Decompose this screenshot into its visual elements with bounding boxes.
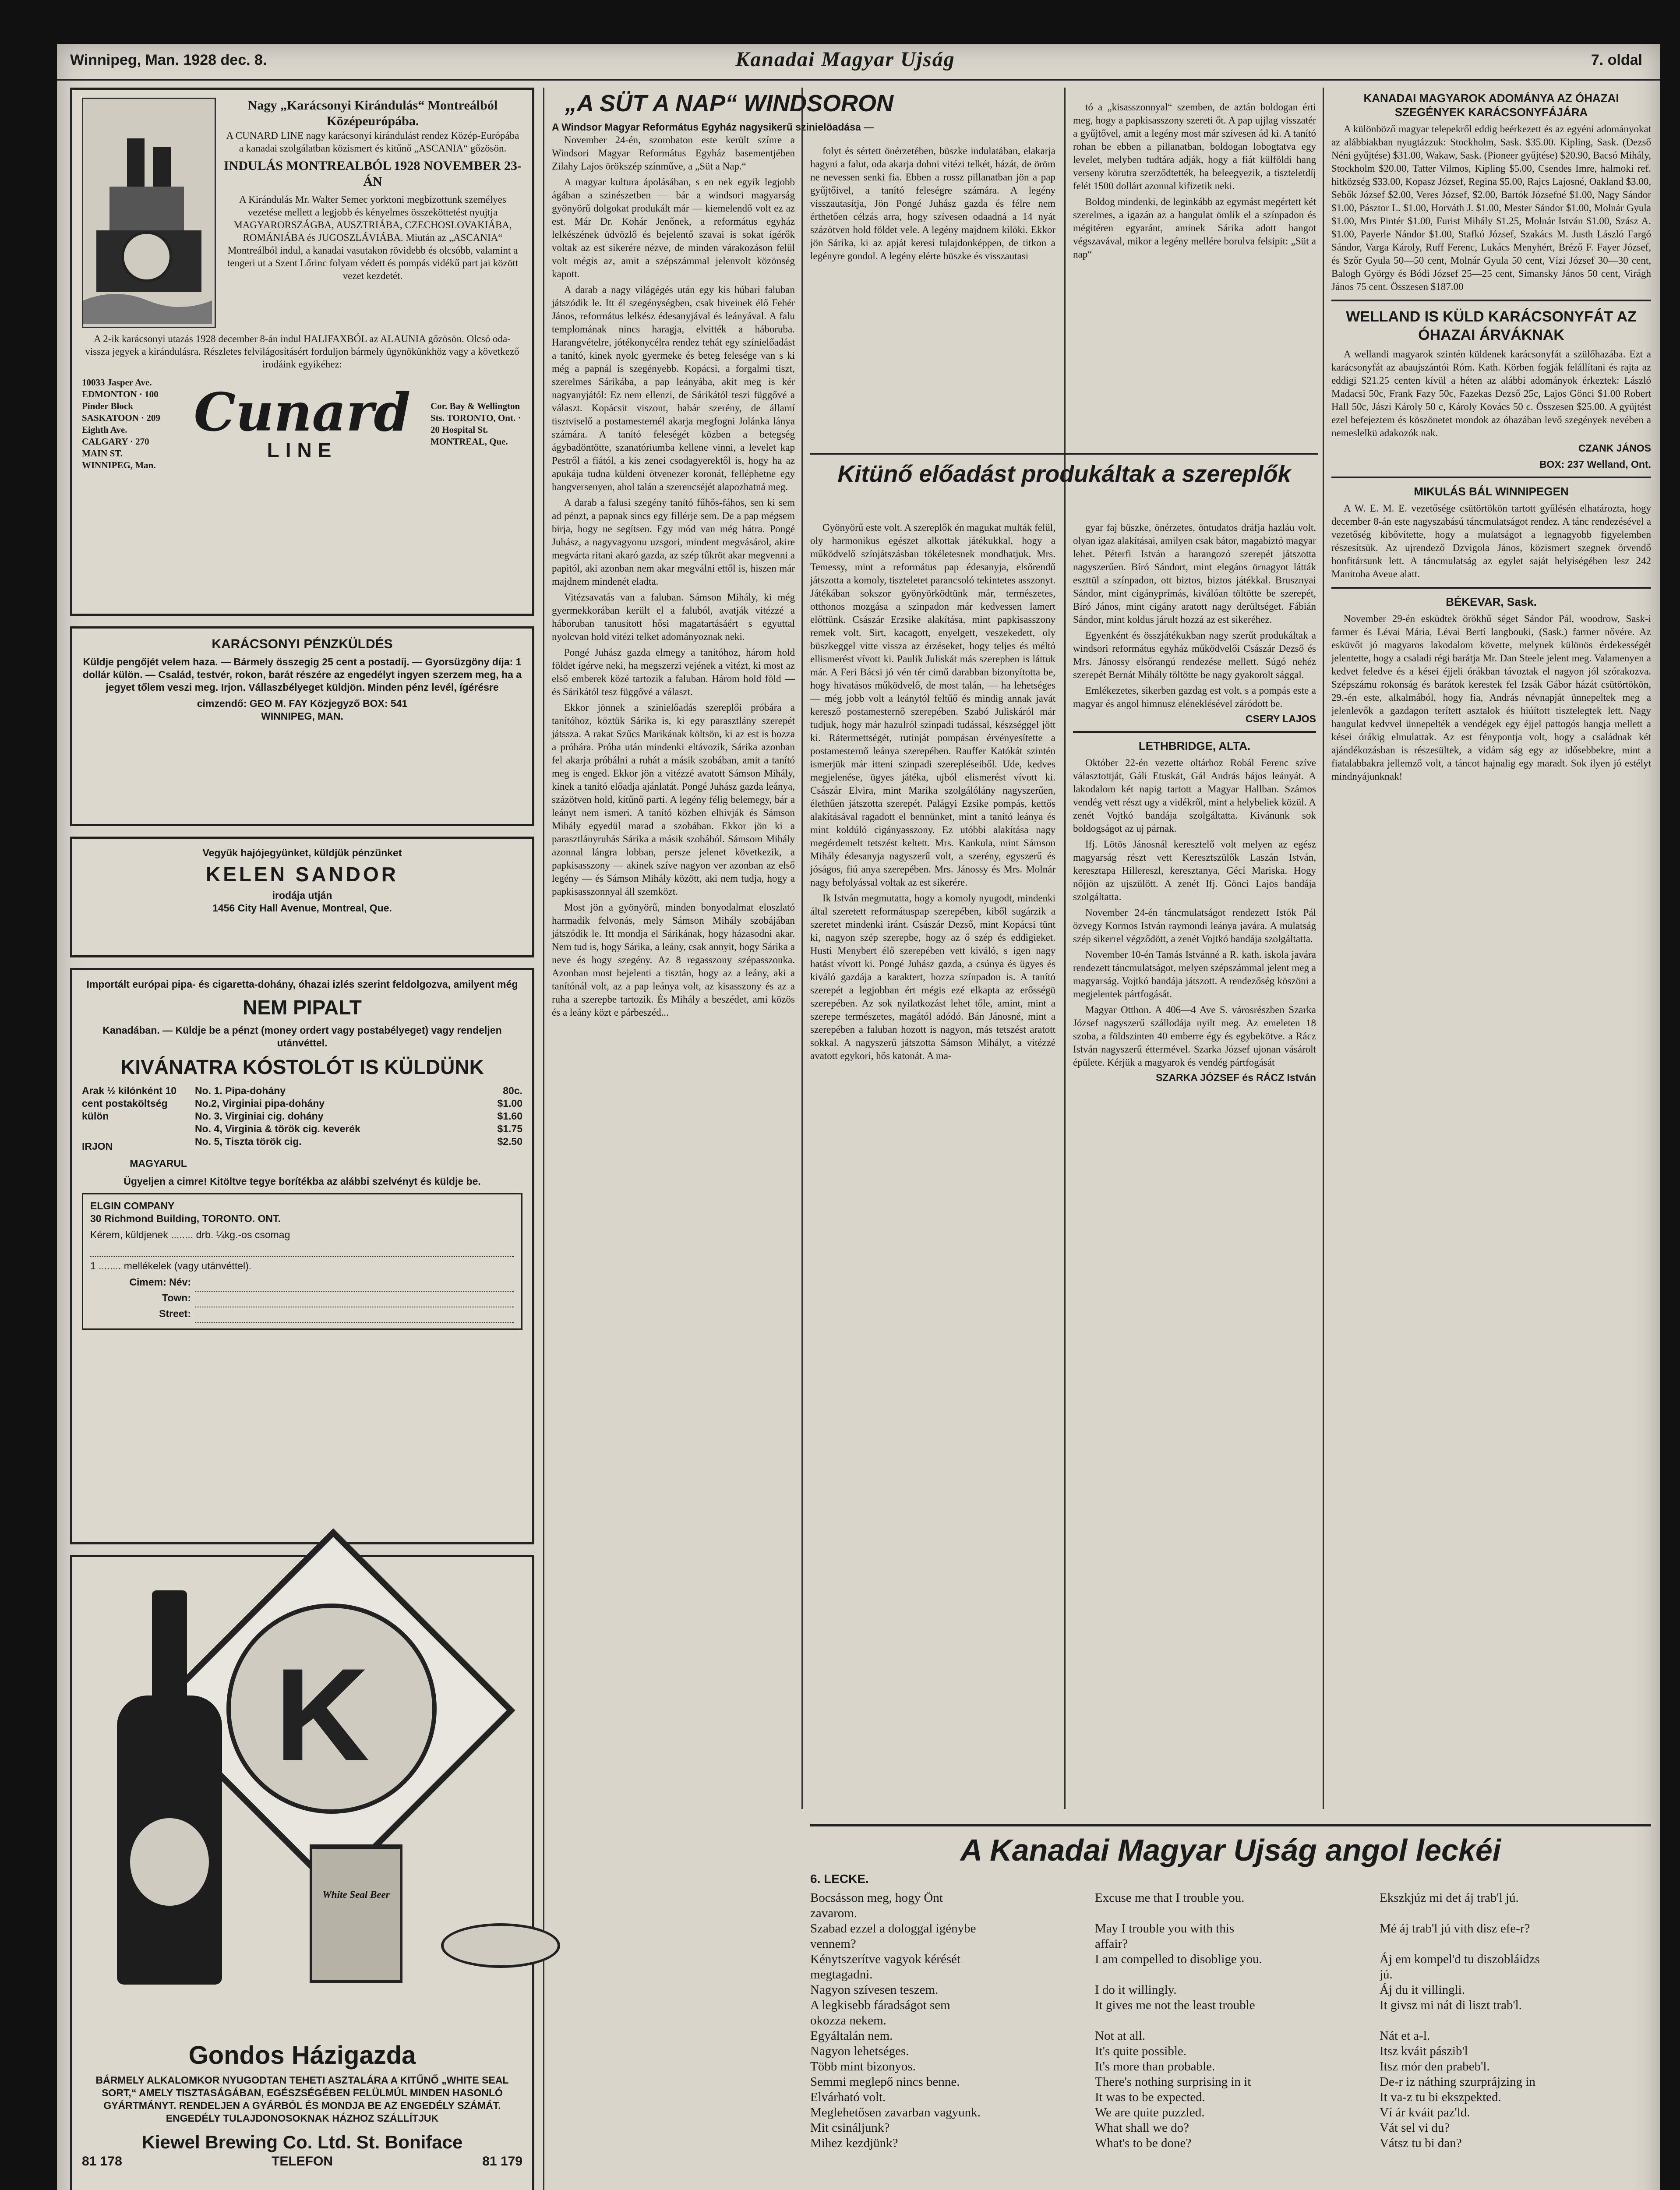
windsor-article-col1 — [552, 88, 893, 1022]
lesson-table — [810, 1890, 1651, 2151]
lesson-title: A Kanadai Magyar Ujság angol leckéi — [960, 1833, 1501, 1867]
lesson-hu: zavarom. — [810, 1906, 858, 1920]
lesson-phonetic: Áj em kompel'd tu diszobláidzs — [1380, 1952, 1540, 1966]
bekevar-body: November 29-én esküdtek örökhű séget Sándor Pál, woodrow, Sask-i farmer és Lévai Mária, Lévai Bertí langbouki, (Sask.) farmer nővére. Az esküvőt jó magyaros lakodalom követte, melynek különös érdekességét jelentette, hogy a csaladi régi barátja Mr. Dan Steele jelent meg. Valamenyen a kedvet feledve és a kései éjjeli órákban távoztak el nagyon jól szórakozva. Szépszámu rokonság és barátok kerestek fel Izsák Gábor házát csütörtökön, 29.-én este, alkalmából, hogy fia, András névnapját ünnepeltek meg a jelenlevők a gazdagon terített asztalok és hiúított tisztelegtek lett. Nagy hangulat kedvvel ünnepelték a vendégek egy éjjel pattogós hangja mellett a kései órákig elmulattak. Az est fénypontja volt, hogy a családnak két ajándékozásban is részesültek, a vidám ság egy az idősebbekre, mint a fiatalabbakra jellemző volt, a táncot hajnalig egy maradt. Sok ilyen jó estélyt mindnyájunknak! — [1331, 613, 1651, 782]
lethbridge-p2: Ifj. Lötös Jánosnál keresztelő volt melyen az egész magyarság részt vett Keresztszülők Laszán István, keresztapa Hillereszl, keresztanya, Gécí Mariska. Hogy nőjjön az ujszülött. A zenét Ifj. Gönci Lajos bandája szolgáltatta. — [1073, 839, 1316, 902]
pipe-price-list — [195, 1084, 522, 1170]
pipe-slogan: KIVÁNATRA KÓSTOLÓT IS KÜLDÜNK — [120, 1056, 484, 1078]
money-ad-address: cimzendő: GEO M. FAY Közjegyző BOX: 541 — [197, 698, 408, 709]
lesson-en: affair? — [1095, 1937, 1128, 1951]
money-ad-city: WINNIPEG, MAN. — [261, 710, 343, 722]
right-column — [1331, 88, 1651, 786]
kituno-p1: Gyönyörű este volt. A szereplők én magukat multák felül, oly harmonikus egészet alkottak játékukkal, hogy a működvelő színjátszásban tökéletesnek mondhatjuk. Mrs. Temessy, mint a református pap édesanyja, elsőrendű játszotta a komoly, tiszteletet parancsoló tekintetes asszonyt. Játékában sokszor gyönyörködtünk már, természetes, otthonos mozgása a szinpadon már kedvessen lamert előttünk. Császár Erzsike alakítása, mint papkisasszony remek volt. Sirt, kacagott, enyelgett, veszekedett, oly büszkeggel vitte vissza az érzéseket, hogy teljes és méltó ellismerést vívott ki. Paulik Juliskát más szerepben is láttuk már. A Feri Bácsi jó vén tér cimű darabban bizonyította be, hogy hivatásos működvelő, de most talán, — ha lehetséges — még jobb volt a leánytól feltűő és mindig annak javát keresző postamesternő szerepében. Szabó Juliskáról már tudjuk, hogy már hazulról szinpadi tudással, készséggel jött ki. Rátermettségét, rutinját pompásan érvényesítette a postamesternő leánya szerepében. Rauffer Katókát szintén ismerjük már itteni szinpadi szerepléseiből. Ude, kedves megjelenése, ügyes játéka, ujból elismerést vívott ki. Császár Elvira, mint Marika szolgálólány nagyszerűen, élethűen játszotta szerepét. Palágyi Ezsike pompás, kettős alakításával ragadott el bennünket, mint a tanító leánya és mint koldúló cigányasszony. Ez utóbbi alakítása nagy megérdemelt tetszést keltett. Mrs. Kankula, mint Sámson Mihály édesanyja nagyszerű volt, a szerény, egyszerű és jóságos, fiú anya szerepében. Mrs. Jánossy és Mrs. Molnár nagy befolyással voltak az est sikerére. — [810, 522, 1055, 888]
kelen-line2: irodája utján — [272, 890, 332, 901]
lesson-hu: vennem? — [810, 1937, 856, 1951]
newspaper-name: Kanadai Magyar Ujság — [735, 48, 955, 71]
lesson-phonetic: Mé áj trab'l jú vith disz efe-r? — [1380, 1922, 1530, 1936]
kelen-name: KELEN SANDOR — [205, 863, 399, 886]
lethbridge-p5: Magyar Otthon. A 406—4 Ave S. városrészben Szarka József nagyszerű szállodája nyilt meg. Az emeleten 18 szoba, a földszinten 40 emberre égy és egybekötve. a Rácz István nagyszerű éttermével. Szarka József ujonan vásárolt épülete. Kérjük a magyarok és vendég pártfogását — [1073, 1004, 1316, 1068]
beer-ad — [70, 1555, 534, 2190]
beer-glass-icon — [310, 1844, 402, 1983]
pipe-irjon: IRJON — [82, 1141, 113, 1152]
lesson-phonetic — [1380, 2013, 1651, 2028]
lesson-hu: Mihez kezdjünk? — [810, 2136, 898, 2150]
column-rule — [1064, 88, 1066, 1809]
kituno-p3: gyar faj büszke, önérzetes, öntudatos dráfja hazláu volt, olyan igaz alakításai, amilyen csak bátor, magabiztó magyar lehet. Péterfi István a harangozó szerepét játszotta nagyszerűen. Bíró Sándort, mint elegáns örnagyot látták eszttül a színpadon, ott biztos, biztos játékkal. Brusznyai Sándor, mint cigányprímás, kiválóan töltötte be szerepét, Bíró János, mint cigány aratott nagy derültséget. Fábián Sándor, mint koldus járult hozzá az est sikeréhez. — [1073, 522, 1316, 625]
lesson-phonetic: jú. — [1380, 1967, 1393, 1982]
donations-body: A különböző magyar telepekről eddig beérkezett és az egyéni adományokat az alábbiakban nyugtázzuk: Stockholm, Sask. $35.00. Kipling, Sask. (Dezső Néni gyűjtése) $31.00, Wakaw, Sask. (Pioneer gyűjtése) $20.90, Bacsó Mihály, Stockholm $20.00, Tatter Vilmos, Kipling $5.00, Csendes Imre, halmoki ref. hitközség $33.00, Kopasz József, Regina $5.00, Rajcs Lajosné, Oakland $3.00, Sebők József $2.00, Veres József, $2.00, Bartók Józsefné $1.00, Nagy Sándor $1.00, Pásztor L. $1.00, Horváth J. $1.00, Mester Sándor $1.00, Molnár Gyula $1.00, Mrs Pintér $1.00, Furist Mihály $1.25, Molnár István $1.00, Szász A. $1.00, Payerle Nándor $1.00, Stafkó József, Szakács M. Justh László Fargó Sándor, Varga Károly, Ruff Ferenc, Lukács Menyhért, Bréző F. Fayer József, és Szőr Gyula 50—50 cent, Molnár Gyula 50 cent, Vízi József 30—30 cent, Balogh György és Bódi József 25—25 cent, Simansky János 50 cent, Virágh János 75 cent. Összesen $187.00 — [1331, 124, 1651, 292]
cunard-logo: Cunard — [194, 381, 411, 443]
lesson-hu: Szabad ezzel a dologgal igénybe — [810, 1922, 976, 1936]
lesson-en: I am compelled to disoblige you. — [1095, 1952, 1262, 1966]
pipe-prices-note: Arak ½ kilónként 10 cent postaköltség külön — [82, 1085, 177, 1122]
cunard-second: A 2-ik karácsonyi utazás 1928 december 8-án indul HALIFAXBÓL az ALAUNIA gőzösön. Olcsó oda-vissza jegyek a kirándulásra. Részletes felvilágosításért forduljon bármely ügynökünkhöz vagy a következő irodáink egyikéhez: — [85, 333, 519, 370]
pipe-title: NEM PIPALT — [243, 996, 362, 1019]
lesson-hu: Nagyon lehetséges. — [810, 2044, 909, 2058]
column-rule — [801, 88, 803, 1809]
windsor-lead: A Windsor Magyar Református Egyház nagysikerű szinielöadása — — [552, 121, 874, 133]
lesson-phonetic: Itsz kváit pászib'l — [1380, 2044, 1468, 2058]
money-ad-title: KARÁCSONYI PÉNZKÜLDÉS — [212, 637, 393, 651]
phone-left: 81 178 — [82, 2154, 122, 2169]
windsor-p1: November 24-én, szombaton este került színre a Windsori Magyar Református Egyház basementjében Zilahy Lajos örökszép színműve, a „Süt a Nap.“ — [552, 134, 795, 172]
kelen-address: 1456 City Hall Avenue, Montreal, Que. — [212, 902, 392, 914]
lethbridge-p1: Október 22-én vezette oltárhoz Robál Ferenc szíve választottját, Gáli Etuskát, Gál András bájos leányát. A lakodalom két napig tartott a Magyar Hallban. Számos vendég vett részt ugy a vidékről, mint a helybeliek közül. A zenét Vojtkó bandája szolgáltatta. Kivánunk sok boldogságot az uj párnak. — [1073, 757, 1316, 834]
beer-title: Gondos Házigazda — [188, 2041, 416, 2070]
lesson-phonetic — [1380, 1936, 1651, 1952]
ashtray-icon — [441, 1923, 560, 1968]
windsor-headline: „A SÜT A NAP“ WINDSORON — [565, 90, 893, 117]
lesson-en: What's to be done? — [1095, 2136, 1192, 2150]
beer-bottle-icon — [117, 1590, 222, 1985]
cunard-intro: A CUNARD LINE nagy karácsonyi kirándulást rendez Közép-Európába a kanadai szolgálatban közismert és kitűnő „ASCANIA“ gőzösön. — [226, 130, 519, 154]
order-coupon — [82, 1193, 522, 1330]
divider — [1073, 731, 1316, 733]
ads-column — [70, 88, 534, 2190]
lesson-hu: A legkisebb fáradságot sem — [810, 1998, 950, 2012]
lethbridge-p3: November 24-én táncmulatságot rendezett Istók Pál özvegy Kormos István raymondi leánya javára. A mulatság szép sikerrel végződött, a zenét Vojtkó bandája szolgáltatta. — [1073, 907, 1316, 944]
money-ad-body: Küldje pengőjét velem haza. — Bármely összegig 25 cent a postadíj. — Gyorsüzgöny díja: 1 dollár külön. — Család, testvér, rokon, barát részére az engedélyt ingyen szerzem meg, ha a jegyet tőlem veszi meg. Irjon. Vállaszbélyeget küldjön. Minden pénz levél, ígérésre — [82, 656, 522, 693]
welland-signature: CZANK JÁNOS — [1578, 442, 1651, 454]
lesson-en: What shall we do? — [1095, 2121, 1189, 2135]
coupon-company: ELGIN COMPANY — [90, 1200, 175, 1212]
lesson-hu: Bocsásson meg, hogy Önt — [810, 1891, 943, 1905]
lesson-en: It's more than probable. — [1095, 2059, 1215, 2073]
pipe-magyarul: MAGYARUL — [130, 1158, 187, 1169]
lesson-hu: Több mint bizonyos. — [810, 2059, 916, 2073]
newspaper-page — [57, 44, 1660, 2190]
money-transfer-ad — [70, 626, 534, 826]
windsor-p7: Ekkor jönnek a szinielőadás szereplői próbára a tanítóhoz, köztük Sárika is, ki egy parasztlány szerepét játssza. A rakat Szűcs Marikának költsön, ki az est is hozza a próbára. Próba után mindenki eltávozik, Sárika azonban fel akarja próbálni a ruhát a másik szobában, amit a tanító meg is enged. Ekkor jön a vitézzé avatott Sámson Mihály, kinek a tanító előadja ajánlatát. Pongé Juhász gazda leánya, százötven hold, kitűnő parti. A legény félig belemegy, bár a leányt nem ismeri. A tanító közben elhivják és Sámson Mihály egyedül marad a szobában. Ekkor jön ki a parasztlányruhás Sárika a másik szobából. Sámsom Mihály azonnal lángra lobban, persze jelenet következik, a papkisasszony — akinek szíve nagyon ver azonban az első legény — és Sámson Mihály között, aki nem tudja, hogy a papkisasszonnyal áll szemközt. — [552, 702, 795, 897]
kituno-p5: Emlékezetes, sikerben gazdag est volt, s a pompás este a magyar és angol himnusz eléneklésével záródott be. — [1073, 685, 1316, 709]
k-logo-icon: K — [275, 1641, 370, 1788]
lesson-hu: Elvárható volt. — [810, 2090, 886, 2104]
glass-label: White Seal Beer — [322, 1889, 390, 1900]
pipe-canada: Kanadában. — Küldje be a pénzt (money ordert vagy postabélyeget) vagy rendeljen utánvéttel. — [102, 1024, 502, 1049]
lesson-phonetic: De-r iz náthing szurprájzing in — [1380, 2075, 1535, 2089]
divider — [1331, 477, 1651, 478]
cunard-offices-left: 10033 Jasper Ave. EDMONTON · 100 Pinder Block SASKATOON · 209 Eighth Ave. CALGARY · 270 MAIN ST. WINNIPEG, Man. — [82, 377, 160, 470]
ship-illustration — [82, 98, 216, 328]
lesson-phonetic: Nát et a-l. — [1380, 2029, 1430, 2043]
issue-date: Winnipeg, Man. 1928 dec. 8. — [70, 52, 267, 68]
windsor-col3-p2: Boldog mindenki, de leginkább az egymást megértett két szerelmes, a igazán az a hangulat ömlik el a színpadon és mégitéren egyaránt, aminek Sárika adott hangot végszavával, mikor a legény mellére borulva felsipit: „Süt a nap“ — [1073, 196, 1316, 260]
windsor-p3: A darab a nagy világégés után egy kis húbari faluban játszódik le. Itt él szegénységben, csak hiveinek élő Fehér János, református lelkész édesanyjával és leányával. A falu templomának nincs haragja, elvitték a háboruba. Harangvételre, jótékonycélra rendez tehát egy színielőadást a tanító, kinek nyolc gyermeke és beteg felesége van s ki még a papnál is szegényebb. Kopácsi, a forgalmi tiszt, szerelmes Sárikába, a pap leányába, akit meg is kér nagyanyjától: Ez nem ellenzi, de Sárikától teszi függővé a választ. Kopácsit viszont, habár szerény, de államí tisztviselő a postamesternél akarja megfogni Jolánka lánya számára. A tanító feleségét közben a betegség ágybadöntötte, szanatóriumba kellene vinni, a levelet kap Pestről a fiától, a kis zenei csodagyerektől is, hogy ha az apukája tudna küldeni ötvenezer koronát, felléphetne egy hangversenyen, ahol talán a szerencséjét alapozhatná meg. — [552, 284, 795, 492]
lesson-en: I do it willingly. — [1095, 1983, 1177, 1997]
column-rule — [543, 88, 544, 2190]
coupon-name-field[interactable] — [195, 1276, 514, 1292]
lesson-phonetic: Itsz mór den prabeb'l. — [1380, 2059, 1490, 2073]
list-item: No. 5, Tiszta török cig. $2.50 — [195, 1136, 522, 1147]
coupon-town-label: Town: — [162, 1292, 191, 1303]
kituno-p2: Ik István megmutatta, hogy a komoly nyugodt, mindenki által szeretett reformátuspap szerepében, kiből sugárzik a szeretet mindenki iránt. Császár Dezső, mint Kopácsi tünt ki, nagyon szép szerepbe, hogy az ő szép és eddigieket. Husti Menybert élő szerepében vett kiváló, s igen nagy hatást vívott ki. Pongé Juhász gazda, a csúnya és ügyes és kiváló gazdája a karaktert, hozza színpadon is. A tanító szerepét a legjobban ért mégis ezé elkapta az erősségü szerepében. Az sok nyilatkozást lehet tőle, amint, mint a szerepe természetes, magától adódó. Bán Jánosné, mint a szerepében a faluban hozott is nagyon, más tetszést aratott sokkal. A nagyszerű játszotta Sámson Mihályt, a vitézzé avatott egykori, hős katonát. A ma- — [810, 893, 1055, 1061]
beer-body: BÁRMELY ALKALOMKOR NYUGODTAN TEHETI ASZTALÁRA A KITŰNŐ „WHITE SEAL SORT,“ AMELY TISZTASÁGÁBAN, EGÉSZSÉGÉBEN FELÜLMÚL MINDEN HASONLÓ GYÁRTMÁNYT. RENDELJEN A GYÁRBÓL ÉS MONDJA BE AZ ENGEDÉLY SZÁMÁT. ENGEDÉLY TULAJDONOSOKNAK HÁZHOZ SZÁLLÍTJUK — [95, 2074, 509, 2124]
lesson-en: Not at all. — [1095, 2029, 1146, 2043]
lesson-number: 6. LECKE. — [810, 1872, 869, 1886]
windsor-p5: Vitézsavatás van a faluban. Sámson Mihály, ki még gyermekkorában került el a faluból, avatják vitézzé a háboruban tanusított hősi magatartásáért s egyuttal nyolcvan hold vitézi telket adományoznak neki. — [552, 592, 795, 642]
kituno-col3 — [1073, 521, 1316, 1088]
kituno-signature: CSERY LAJOS — [1245, 713, 1316, 724]
masthead — [57, 44, 1660, 81]
column-rule — [1323, 88, 1324, 1809]
donations-title: KANADAI MAGYAROK ADOMÁNYA AZ ÓHAZAI SZEGÉNYEK KARÁCSONYFÁJÁRA — [1363, 92, 1619, 119]
lesson-hu: Nagyon szívesen teszem. — [810, 1983, 939, 1997]
list-item: No.2, Virginiai pipa-dohány $1.00 — [195, 1098, 522, 1109]
pipe-tobacco-ad — [70, 968, 534, 1544]
lesson-en: There's nothing surprising in it — [1095, 2075, 1251, 2089]
lesson-phonetic: It givsz mi nát di liszt trab'l. — [1380, 1998, 1522, 2012]
divider — [810, 1824, 1651, 1826]
pipe-footer: Ügyeljen a cimre! Kitöltve tegye borítékba az alábbi szelvényt és küldje be. — [124, 1176, 481, 1187]
lesson-hu: megtagadni. — [810, 1967, 873, 1982]
list-item: No. 1. Pipa-dohány 80c. — [195, 1085, 522, 1096]
mikulas-body: A W. E. M. E. vezetősége csütörtökön tartott gyűlésén elhatározta, hogy december 8-án este nagyszabású táncmulatságot rendez. A tánc rendezésével a vezetőség kibővítette, hogy a mulatságot a legnagyobb figyelemben részesítsük. Az ujrendező Dzvigola János, közismert szegnek örvendő honfitársunk lett. A táncmulatság az egylet saját helyiségében lesz 242 Manitoba Aveue alatt. — [1331, 503, 1651, 579]
pipe-intro: Importált európai pipa- és cigaretta-dohány, óhazai izlés szerint feldolgozva, amilyent még — [86, 978, 518, 990]
bekevar-title: BÉKEVAR, Sask. — [1446, 595, 1537, 608]
cunard-offices-right: Cor. Bay & Wellington Sts. TORONTO, Ont. · 20 Hospital St. MONTREAL, Que. — [431, 401, 521, 447]
lesson-hu: okozza nekem. — [810, 2013, 886, 2028]
cunard-title: Nagy „Karácsonyi Kirándulás“ Montreálból Középeurópába. — [247, 98, 498, 128]
coupon-street-field[interactable] — [195, 1307, 514, 1323]
cunard-ad — [70, 88, 534, 616]
coupon-order: Kérem, küldjenek ........ drb. ¼kg.-os csomag — [90, 1229, 290, 1240]
windsor-p8: Most jön a gyönyörű, minden bonyodalmat eloszlató harmadik felvonás, mely Sámson Mihály szobájában játszódik le. Itt mondja el Sárikának, hogy házasodni akar. Nem tud is, hogy Sárika, a leány, csak annyit, hogy Sárika a neve és hogy szegény. Az 8 regasszony szépasszonka. Azonban most bejelenti a tisztán, hogy az a leány, aki a tanítónál volt, az a pap leánya volt, az kisasszony és az a ruha a szerepbe tartozik. És Mihály a beszédet, ami közös és a leány közt e párbeszéd... — [552, 902, 795, 1018]
lesson-en: It gives me not the least trouble — [1095, 1998, 1255, 2012]
coupon-order2: 1 ........ mellékelek (vagy utánvéttel). — [90, 1260, 252, 1272]
windsor-p4: A darab a falusi szegény tanító fűhős-fáhos, sen ki sem ad pénzt, a papnak sincs egy fillérje sem. De a pap mégsem birja, hogy ne segítsen. Egy mód van még hátra. Pongé Juhász, a nagyvagyonu uzsgori, mindent megvásárol, akire megvárta ritani akaró gazda, az szép tűkröt akar megvenni a papitól, aki azonban nem akar megválni ettől is, hiszen már majdnem mindenét eladta. — [552, 497, 795, 587]
welland-body: A wellandi magyarok szintén küldenek karácsonyfát a szülőhazába. Ezt a karácsonyfát az abaujszántói Róm. Kath. Körben fogják felállítani és rajta az eddigi $21.25 centen kívül a héten az alábbi adományok érkeztek: László Madacsi 50c, Frank Fazy 50c, Fazekas Dezső 25c, Lajos Gönci $1.00 Robert Hall 50c, Jászi Károly 50 c, Károly Kovács 50 c. Összesen $25.00. A gyüjtést ezel befejeztem és köszönetet mondok az óhazában levő szegények nevében a nemeslelkü adakozók nak. — [1331, 349, 1651, 438]
mikulas-title: MIKULÁS BÁL WINNIPEGEN — [1414, 485, 1569, 498]
divider — [810, 453, 1318, 455]
lesson-en: Excuse me that I trouble you. — [1095, 1891, 1245, 1905]
kituno-headline: Kitünő előadást produkáltak a szereplők — [837, 461, 1291, 487]
kituno-header — [810, 447, 1318, 491]
windsor-p2: A magyar kultura ápolásában, s en nek egyik legjobb ágában a szinészetben — bár a windsori magyarság gyönyörű dolgokat produkált már — kiemelendő volt ez az est. Már Dr. Kohár Jenőnek, a református egyház lelkészének üdvözlő és bejelentő szavai is sokat ígérők voltak az est sikerére nézve, de minden várakozáson felül volt mégis az, amit a szépszámmal jelenvolt közönség kapott. — [552, 177, 795, 279]
beer-company: Kiewel Brewing Co. Ltd. St. Boniface — [141, 2132, 463, 2152]
lesson-hu: Semmi meglepő nincs benne. — [810, 2075, 960, 2089]
lesson-en: May I trouble you with this — [1095, 1922, 1235, 1936]
lesson-en: We are quite puzzled. — [1095, 2105, 1205, 2119]
ship-icon — [83, 99, 212, 324]
coupon-name-label: Cimem: Név: — [129, 1276, 191, 1288]
lesson-hu: Kénytszerítve vagyok kérését — [810, 1952, 961, 1966]
lesson-en — [1095, 1906, 1366, 1921]
coupon-street-label: Street: — [159, 1308, 191, 1319]
kelen-line1: Vegyük hajójegyünket, küldjük pénzünket — [202, 847, 402, 858]
windsor-col2-p1: folyt és sértett önérzetében, büszke indulatában, elakarja hagyni a falut, oda akarja dobni vitézi telkét, házát, de öröm ne nevessen senki fia. Ebben a rossz pillanatban jön a pap gyűjtőivel, a tanító feleségre számára. A legény visszautasítja, Jön Pongé Juhász gazda és félre nem érthetően célzás arra, hogy szívesen odaadná a 14 nyát százötven hold földet vele. A legény majdnem kilöki. Ekkor jön Sárika, ki az apját keresi tulajdonképpen, de titkon a legényre gondol. A legény elérte büszke és visszautasi — [810, 145, 1055, 261]
beer-illustration — [82, 1564, 522, 2042]
lesson-en — [1095, 2013, 1366, 2028]
coupon-town-field[interactable] — [195, 1292, 514, 1307]
lesson-phonetic: Ví ár kváit paz'ld. — [1380, 2105, 1470, 2119]
windsor-article-col3 — [1073, 101, 1316, 264]
lesson-hu: Meglehetősen zavarban vagyunk. — [810, 2105, 981, 2119]
lesson-phonetic: Áj du it villingli. — [1380, 1983, 1465, 1997]
phone-label: TELEFON — [272, 2154, 333, 2169]
english-lesson — [810, 1818, 1651, 2151]
lesson-en: It's quite possible. — [1095, 2044, 1187, 2058]
phone-right: 81 179 — [482, 2154, 522, 2169]
welland-title: WELLAND IS KÜLD KARÁCSONYFÁT AZ ÓHAZAI ÁRVÁKNAK — [1346, 308, 1637, 343]
divider — [1331, 587, 1651, 589]
lethbridge-signature: SZARKA JÓZSEF és RÁCZ István — [1156, 1072, 1316, 1083]
windsor-col3-p1: tó a „kisasszonnyal“ szemben, de aztán boldogan érti meg, hogy a papkisasszony szereti őt. A pap ujjlag visszatér a gyűjtővel, amit a legény most már szívesen ád ki. A tanító rohan be ebben a pillanatban, boldogan lobogtatva egy levelet, melyben tudtára adják, hogy a fiát külföldi hang verseny körutra szerződtették, ha beleegyezik, a tiszteletdíj felét 1500 dollárt azonnal kifizetik neki. — [1073, 102, 1316, 191]
page-number: 7. oldal — [1591, 52, 1642, 68]
lesson-phonetic — [1380, 1906, 1651, 1921]
lethbridge-p4: November 10-én Tamás Istvánné a R. kath. iskola javára rendezett táncmulatságot, melyen szépszámmal jelent meg a magyarság. Vojtkó bandája játszott. A rendezőség köszöni a megjelentek pártfogását. — [1073, 949, 1316, 1000]
cunard-logo-sub: LINE — [267, 439, 338, 462]
windsor-article-col2 — [810, 145, 1055, 265]
kelen-ad — [70, 837, 534, 957]
lesson-hu: Mit csináljunk? — [810, 2121, 890, 2135]
cunard-sailing: INDULÁS MONTREALBÓL 1928 NOVEMBER 23-ÁN — [223, 159, 522, 189]
lesson-phonetic: Vát sel vi du? — [1380, 2121, 1450, 2135]
windsor-p6: Pongé Juhász gazda elmegy a tanítóhoz, három hold földet ígérve neki, ha megszerzi vejének a vitézt, ki most az első emberek közé tartozik a faluban. Három hold föld — és Sárikától tesz függővé a választ. — [552, 647, 795, 697]
cunard-body: A Kirándulás Mr. Walter Semec yorktoni megbízottunk személyes vezetése mellett a legjobb és kényelmes összeköttetést nyujtja MAGYARORSZÁGBA, AUSZTRIÁBA, CZECHOSLOVAKIÁBA, ROMÁNIÁBA és JUGOSZLÁVIÁBA. Miután az „ASCANIA“ Montreálból indul, a kanadai vasutakon rövidebb és olcsóbb, valamint a tengeri ut a Szent Lőrinc folyam védett és pompás vidékű part jai között vezet kezdetét. — [227, 194, 519, 281]
lesson-phonetic: It va-z tu bi ekszpekted. — [1380, 2090, 1501, 2104]
divider — [1331, 300, 1651, 301]
list-item: No. 4, Virginia & török cig. keverék $1.75 — [195, 1123, 522, 1134]
lesson-en: It was to be expected. — [1095, 2090, 1206, 2104]
lethbridge-title: LETHBRIDGE, ALTA. — [1138, 739, 1251, 752]
lesson-hu: Egyáltalán nem. — [810, 2029, 893, 2043]
lesson-phonetic: Ekszkjúz mi det áj trab'l jú. — [1380, 1891, 1519, 1905]
coupon-line — [90, 1241, 514, 1257]
kituno-p4: Egyenként és összjátékukban nagy szerűt produkáltak a windsori református egyház működvelői Császár Dezső és Mrs. Jánossy elsőrangú rendezése mellett. Súgó nehéz szerepét Bernát Mihály töltötte be nagy gyakorolt sággal. — [1073, 630, 1316, 680]
list-item: No. 3. Virginiai cig. dohány $1.60 — [195, 1110, 522, 1122]
welland-address: BOX: 237 Welland, Ont. — [1539, 459, 1651, 470]
lesson-phonetic: Vátsz tu bi dan? — [1380, 2136, 1462, 2150]
kituno-col2 — [810, 521, 1055, 1065]
coupon-address: 30 Richmond Building, TORONTO. ONT. — [90, 1213, 281, 1224]
lesson-en — [1095, 1967, 1366, 1982]
